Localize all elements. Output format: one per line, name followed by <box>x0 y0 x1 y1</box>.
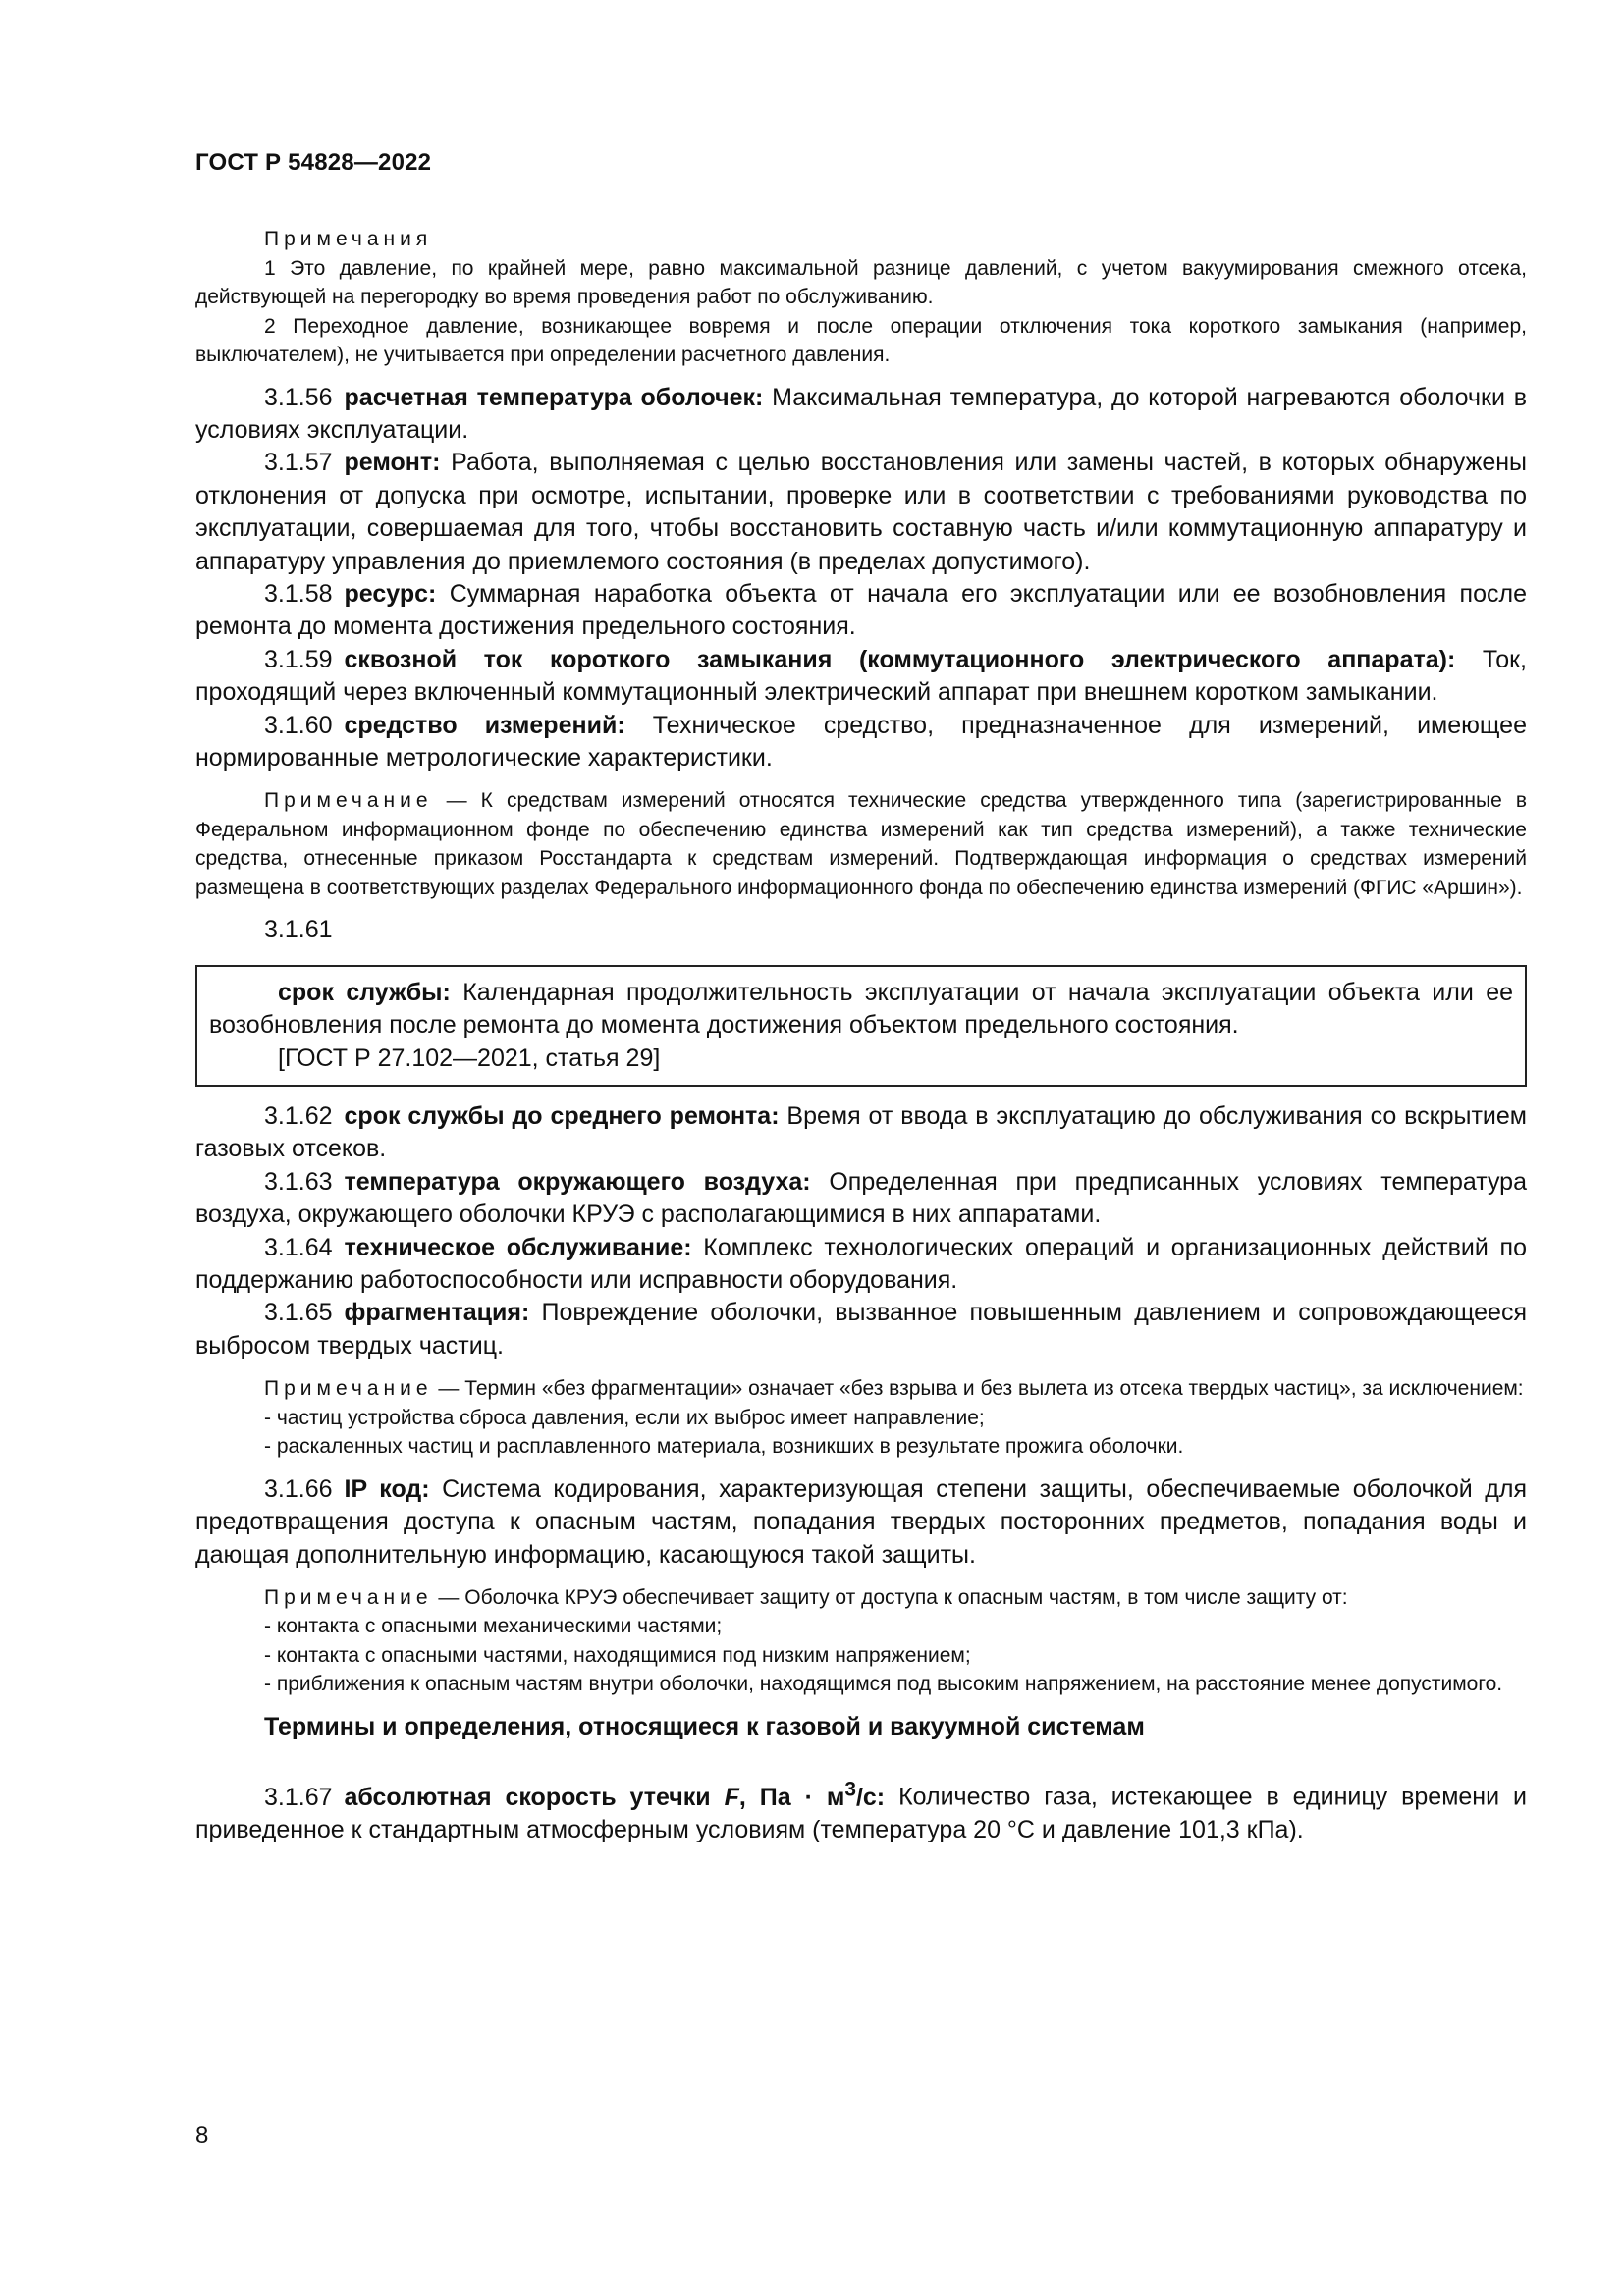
term-entry-3-1-58: 3.1.58 ресурс: Суммарная наработка объекта от начала его эксплуатации или ее возобновления после ремонта до момента достижения предельного состояния. <box>195 579 1527 641</box>
note-list-item: - контакта с опасными механическими частями; <box>264 1615 723 1638</box>
note-item-2: 2 Переходное давление, возникающее вовремя и после операции отключения тока короткого замыкания (например, выключателем), не учитывается при определении расчетного давления. <box>195 314 1527 366</box>
term-reference: [ГОСТ Р 27.102—2021, статья 29] <box>278 1043 661 1072</box>
term-name: абсолютная скорость утечки F, Па · $м^3/с$: <box>344 1778 886 1811</box>
note-label: Примечание <box>264 789 433 813</box>
note-text: Примечание — Термин «без фрагментации» означает «без взрыва и без вылета из отсека твердых частиц», за исключением: <box>264 1377 1524 1401</box>
term-entry-3-1-59: 3.1.59 сквозной ток короткого замыкания (коммутационного электрического аппарата): Ток, проходящий через включенный коммутационный электрический аппарат при внешнем коротком замыкании. <box>195 645 1527 707</box>
note-block-4 <box>195 1583 1527 1699</box>
term-name: ремонт: <box>344 449 441 477</box>
term-definition: Комплекс технологических операций и организационных действий по поддержанию работоспособности или исправности оборудования. <box>195 1233 1527 1295</box>
note-label: Примечание <box>264 1377 433 1401</box>
term-definition: Повреждение оболочки, вызванное повышенным давлением и сопровождающееся выбросом твердых частиц. <box>195 1299 1527 1360</box>
term-entry-3-1-64: 3.1.64 техническое обслуживание: Комплекс технологических операций и организационных действий по поддержанию работоспособности или исправности оборудования. <box>195 1233 1527 1295</box>
term-definition: Техническое средство, предназначенное для измерений, имеющее нормированные метрологические характеристики. <box>195 711 1527 772</box>
term-definition: Количество газа, истекающее в единицу времени и приведенное к стандартным атмосферным условиям (температура 20 °С и давление 101,3 кПа). <box>195 1783 1527 1844</box>
note-block-2 <box>195 786 1527 902</box>
term-name: средство измерений: <box>344 711 625 739</box>
note-list-item: - контакта с опасными частями, находящимися под низким напряжением; <box>264 1643 971 1667</box>
term-entry-3-1-57: 3.1.57 ремонт: Работа, выполняемая с целью восстановления или замены частей, в которых обнаружены отклонения от допуска при осмотре, испытании, проверке или в соответствии с требованиями руководства по эксплуатации, совершаемая для того, чтобы восстановить составную часть и/или коммутационную аппаратуру и аппаратуру управления до приемлемого состояния (в пределах допустимого). <box>195 449 1527 575</box>
term-name: ресурс: <box>344 579 437 608</box>
note-label: Примечание <box>264 1585 433 1609</box>
quoted-term-box <box>195 965 1527 1087</box>
document-header: ГОСТ Р 54828—2022 <box>195 149 432 176</box>
section-heading: Термины и определения, относящиеся к газовой и вакуумной системам <box>264 1712 1145 1740</box>
term-entry-3-1-56: 3.1.56 расчетная температура оболочек: Максимальная температура, до которой нагреваются оболочки в условиях эксплуатации. <box>195 383 1527 444</box>
term-name: срок службы до среднего ремонта: <box>344 1102 780 1130</box>
page-content <box>195 225 1527 1847</box>
term-name: техническое обслуживание: <box>344 1233 692 1261</box>
note-text: Примечание — К средствам измерений относятся технические средства утвержденного типа (зарегистрированные в Федеральном информационном фонде по обеспечению единства измерений как тип средства измерений), а также технические средства, отнесенные приказом Росстандарта к средствам измерений. Подтверждающая информация о средствах измерений размещена в соответствующих разделах Федерального информационного фонда по обеспечению единства измерений (ФГИС «Аршин»). <box>195 789 1527 899</box>
superscript: 3 <box>844 1778 856 1801</box>
term-entry-3-1-61 <box>209 977 1513 1042</box>
term-definition: Календарная продолжительность эксплуатации от начала эксплуатации объекта или ее возобновления после ремонта до момента достижения объектом предельного состояния. <box>209 978 1513 1040</box>
term-name: расчетная температура оболочек: <box>344 383 764 411</box>
term-definition: Максимальная температура, до которой нагреваются оболочки в условиях эксплуатации. <box>195 383 1527 444</box>
term-name: фрагментация: <box>344 1299 530 1327</box>
term-name: температура окружающего воздуха: <box>344 1167 811 1196</box>
notes-label: Примечания <box>264 228 433 250</box>
note-list-item: - частиц устройства сброса давления, если их выброс имеет направление; <box>264 1406 985 1429</box>
term-entry-3-1-65: 3.1.65 фрагментация: Повреждение оболочки, вызванное повышенным давлением и сопровождающееся выбросом твердых частиц. <box>195 1299 1527 1360</box>
term-definition: Определенная при предписанных условиях температура воздуха, окружающего оболочки КРУЭ с располагающимися в них аппаратами. <box>195 1167 1527 1229</box>
term-name: IP код: <box>344 1474 430 1503</box>
notes-block-1 <box>195 225 1527 370</box>
term-entry-3-1-60: 3.1.60 средство измерений: Техническое средство, предназначенное для измерений, имеющее нормированные метрологические характеристики. <box>195 711 1527 772</box>
note-text: Примечание — Оболочка КРУЭ обеспечивает защиту от доступа к опасным частям, в том числе защиту от: <box>264 1585 1348 1609</box>
term-entry-3-1-62: 3.1.62 срок службы до среднего ремонта: Время от ввода в эксплуатацию до обслуживания со вскрытием газовых отсеков. <box>195 1102 1527 1163</box>
term-definition: Работа, выполняемая с целью восстановления или замены частей, в которых обнаружены отклонения от допуска при осмотре, испытании, проверке или в соответствии с требованиями руководства по эксплуатации, совершаемая для того, чтобы восстановить составную часть и/или коммутационную аппаратуру и аппаратуру управления до приемлемого состояния (в пределах допустимого). <box>195 449 1527 575</box>
page-number: 8 <box>195 2122 209 2149</box>
term-entry-3-1-67: 3.1.67 абсолютная скорость утечки F, Па · $м^3/с$: Количество газа, истекающее в единицу времени и приведенное к стандартным атмосферным условиям (температура 20 °С и давление 101,3 кПа). <box>195 1778 1527 1844</box>
note-list-item: - приближения к опасным частям внутри оболочки, находящимся под высоким напряжением, на расстояние менее допустимого. <box>264 1673 1503 1696</box>
note-block-3 <box>195 1374 1527 1462</box>
term-number-3-1-61: 3.1.61 <box>264 916 333 944</box>
term-name: срок службы: <box>278 978 451 1006</box>
term-definition: Ток, проходящий через включенный коммутационный электрический аппарат при внешнем коротком замыкании. <box>195 645 1527 707</box>
term-entry-3-1-63: 3.1.63 температура окружающего воздуха: Определенная при предписанных условиях температура воздуха, окружающего оболочки КРУЭ с располагающимися в них аппаратами. <box>195 1167 1527 1229</box>
variable-f: F <box>724 1783 739 1811</box>
note-item-1: 1 Это давление, по крайней мере, равно максимальной разнице давлений, с учетом вакуумирования смежного отсека, действующей на перегородку во время проведения работ по обслуживанию. <box>195 256 1527 308</box>
term-name: сквозной ток короткого замыкания (коммутационного электрического аппарата): <box>344 645 1456 673</box>
term-entry-3-1-66: 3.1.66 IP код: Система кодирования, характеризующая степени защиты, обеспечиваемые оболочкой для предотвращения доступа к опасным частям, попадания твердых посторонних предметов, попадания воды и дающая дополнительную информацию, касающуюся такой защиты. <box>195 1474 1527 1569</box>
term-definition: Время от ввода в эксплуатацию до обслуживания со вскрытием газовых отсеков. <box>195 1102 1527 1163</box>
term-definition: Суммарная наработка объекта от начала его эксплуатации или ее возобновления после ремонта до момента достижения предельного состояния. <box>195 579 1527 641</box>
term-definition: Система кодирования, характеризующая степени защиты, обеспечиваемые оболочкой для предотвращения доступа к опасным частям, попадания твердых посторонних предметов, попадания воды и дающая дополнительную информацию, касающуюся такой защиты. <box>195 1474 1527 1569</box>
note-list-item: - раскаленных частиц и расплавленного материала, возникших в результате прожига оболочки. <box>264 1435 1184 1459</box>
